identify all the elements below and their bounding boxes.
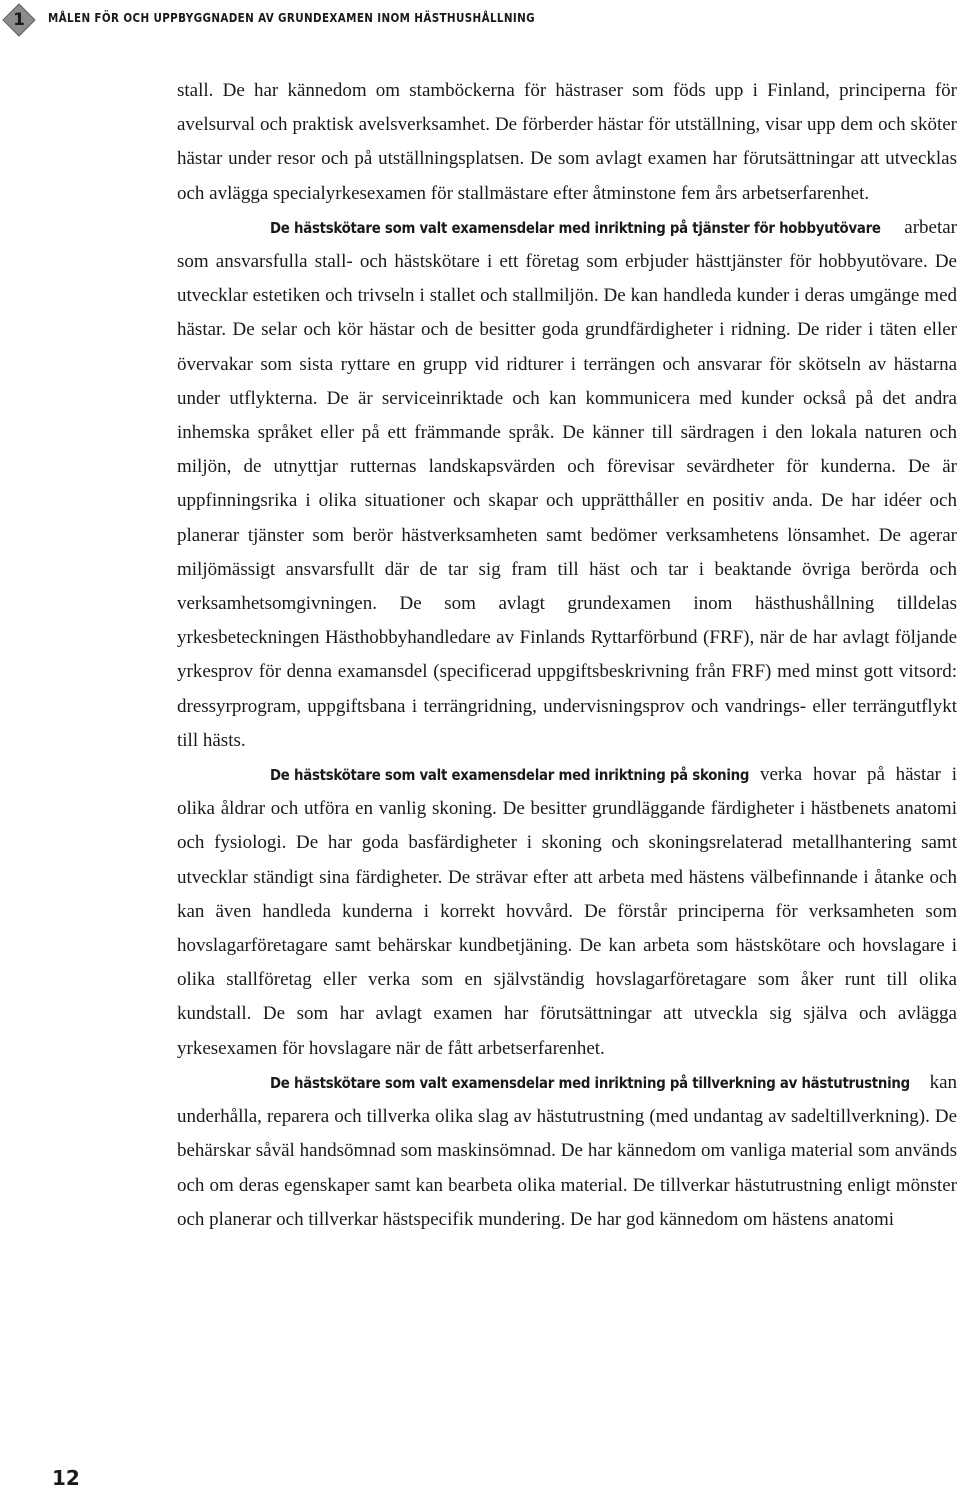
paragraph-1-text: stall. De har kännedom om stamböckerna för hästraser som föds upp i Finland, principerna för avelsurval och praktisk avelsverksamhet. De förberder hästar för utställning, visar upp dem och sköter hästar under resor och på utställningsplatsen. De som avlagt examen har förutsättningar att utvecklas och avlägga specialyrkesexamen för stallmästare efter åtminstone fem års arbetserfarenhet. — [177, 80, 957, 204]
paragraph-3-lead: De hästskötare som valt examensdelar med inriktning på skoning — [270, 766, 750, 785]
page-header — [0, 0, 960, 40]
paragraph-4 — [177, 1066, 957, 1237]
page-number: 12 — [52, 1466, 80, 1490]
paragraph-4-text: kan underhålla, reparera och tillverka olika slag av hästutrustning (med undantag av sadeltillverkning). De behärskar såväl handsömnad som maskinsömnad. De har kännedom om vanliga material som används och om deras egenskaper samt kan bearbeta olika material. De tillverkar hästutrustning enligt mönster och planerar och tillverkar hästspecifik mundering. De har god kännedom om hästens anatomi — [177, 1071, 957, 1230]
paragraph-2-lead: De hästskötare som valt examensdelar med inriktning på tjänster för hobbyutövare — [270, 218, 881, 237]
paragraph-2 — [177, 211, 957, 758]
running-header-title: MÅLEN FÖR OCH UPPBYGGNADEN AV GRUNDEXAMEN INOM HÄSTHUSHÅLLNING — [48, 10, 536, 25]
paragraph-2-text: arbetar som ansvarsfulla stall- och hästskötare i ett företag som erbjuder hästtjänster för hobbyutövare. De utvecklar estetiken och trivseln i stallet och stallmiljön. De kan handleda kunder i deras umgänge med hästar. De selar och kör hästar och de besitter goda grundfärdigheter i ridning. De rider i täten eller övervakar som sista ryttare en grupp vid ridturer i terrängen och ansvarar för skötseln av hästarna under utflykterna. De är serviceinriktade och kan kommunicera med kunder också på det andra inhemska språket eller på ett främmande språk. De känner till särdragen i den lokala naturen och miljön, de utnyttjar rutternas landskapsvärden och förevisar sevärdheter för kunderna. De är uppfinningsrika i olika situationer och skapar och upprätthåller en positiv anda. De har idéer och planerar tjänster som berör hästverksamheten samt bedömer verksamhetens lönsamhet. De agerar miljömässigt ansvarsfullt där de tar sig fram till häst och tar i beaktande övriga berörda och verksamhetsomgivningen. De som avlagt grundexamen inom hästhushållning tilldelas yrkesbeteckningen Hästhobbyhandledare av Finlands Ryttarförbund (FRF), när de har avlagt följande yrkesprov för denna examansdel (specificerad uppgiftsbeskrivning från FRF) med minst gott vitsord: dressyrprogram, uppgiftsbana i terrängridning, undervisningsprov och vandrings- eller terrängutflykt till hästs. — [177, 216, 957, 751]
body-text — [177, 74, 957, 1237]
chapter-badge — [2, 3, 36, 37]
paragraph-3-text: verka hovar på hästar i olika åldrar och utföra en vanlig skoning. De besitter grundläggande färdigheter i hästbenets anatomi och fysiologi. De har goda basfärdigheter i skoning och skoningsrelaterad metallhantering samt utvecklar ständigt sina färdigheter. De strävar efter att arbeta med hästens välbefinnande i åtanke och kan även handleda kunderna i korrekt hovvård. De förstår principerna för verksamheten som hovslagarföretagare samt behärskar kundbetjäning. De kan arbeta som hästskötare och hovslagare i olika stallföretag eller verka som en självständig hovslagarföretagare som åker runt till olika kundstall. De som har avlagt examen har förutsättningar att utveckla sig själva och avlägga yrkesexamen för hovslagare när de fått arbetserfarenhet. — [177, 764, 957, 1059]
paragraph-1 — [177, 74, 957, 211]
paragraph-3 — [177, 758, 957, 1066]
paragraph-4-lead: De hästskötare som valt examensdelar med inriktning på tillverkning av hästutrustning — [270, 1073, 910, 1092]
chapter-number: 1 — [13, 10, 25, 30]
